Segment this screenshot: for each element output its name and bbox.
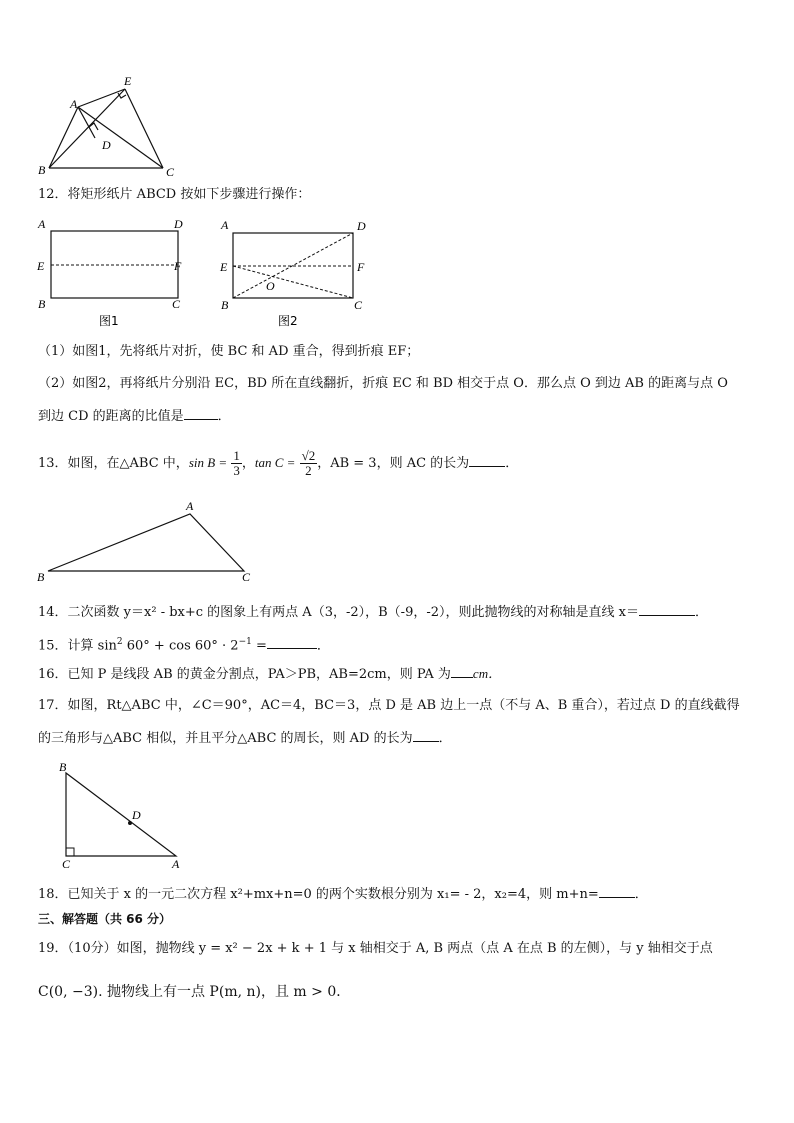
segment-ac	[78, 107, 163, 168]
label-a: A	[186, 499, 194, 513]
section-heading: 三、解答题（共 66 分）	[38, 912, 172, 926]
label-c: C	[172, 297, 181, 311]
label-o: O	[266, 279, 275, 293]
label-b: B	[221, 298, 229, 312]
q12-stem: 12．将矩形纸片 ABCD 按如下步骤进行操作：	[38, 187, 311, 202]
segment-ec	[125, 89, 163, 168]
q12-step2-line2: 到边 CD 的距离的比值是 ．	[38, 409, 231, 424]
figure-q17	[52, 758, 192, 873]
label-b: B	[38, 297, 46, 311]
label-b: B	[59, 760, 67, 774]
label-b: B	[38, 163, 46, 177]
figure-q11	[30, 70, 190, 185]
segment-ba	[49, 107, 78, 168]
caption-fig1: 图1	[99, 314, 119, 328]
label-e: E	[220, 260, 228, 274]
fraction-tanc: $\frac{√2}{2}$	[301, 448, 316, 478]
figure-q12-fig2	[216, 215, 376, 330]
label-d: D	[102, 138, 111, 152]
q13-stem: 13．如图，在△ABC 中，sin B = $\frac{1}{3}$ ，tan C = $\frac{√2}{2}$ ，AB = 3，则 AC 的长为 ．	[38, 448, 519, 478]
q17-line2: 的三角形与△ABC 相似，并且平分△ABC 的周长，则 AD 的长为 ．	[38, 731, 452, 746]
label-a: A	[172, 857, 180, 871]
label-c: C	[242, 570, 251, 584]
fraction-sinb: $\frac{1}{3}$	[233, 448, 240, 478]
q18-stem: 18．已知关于 x 的一元二次方程 x²+mx+n=0 的两个实数根分别为 x₁= - 2，x₂=4，则 m+n= ．	[38, 887, 648, 902]
q16-stem: 16．已知 P 是线段 AB 的黄金分割点，PA＞PB，AB=2cm，则 PA 为 cm．	[38, 666, 502, 682]
label-f: F	[357, 260, 365, 274]
answer-blank	[413, 729, 439, 742]
label-a: A	[70, 97, 78, 111]
fold-ec	[233, 266, 353, 298]
answer-blank	[267, 636, 317, 649]
q17-line1: 17．如图，Rt△ABC 中，∠C＝90°，AC＝4，BC＝3，点 D 是 AB 边上一点（不与 A、B 重合），若过点 D 的直线截得	[38, 698, 740, 713]
label-c: C	[354, 298, 363, 312]
triangle-abc	[48, 514, 244, 571]
caption-fig2: 图2	[278, 314, 298, 328]
label-d: D	[357, 219, 366, 233]
figure-q13	[30, 497, 270, 587]
answer-blank	[599, 885, 635, 898]
label-c: C	[166, 165, 175, 179]
sinb-label: sin B =	[188, 455, 228, 470]
tanc-label: tan C =	[254, 455, 296, 470]
answer-blank	[469, 454, 505, 467]
answer-blank	[184, 407, 218, 420]
label-f: F	[174, 259, 182, 273]
q19-line2: C(0, −3). 抛物线上有一点 P(m, n)，且 m > 0．	[38, 984, 351, 1000]
q19-line1: 19．（10分）如图，抛物线 y = x² − 2x + k + 1 与 x 轴相交于 A, B 两点（点 A 在点 B 的左侧），与 y 轴相交于点	[38, 941, 713, 956]
label-e: E	[124, 74, 132, 88]
label-b: B	[37, 570, 45, 584]
right-angle-mark-c	[66, 848, 74, 856]
q12-step1: （1）如图1，先将纸片对折，使 BC 和 AD 重合，得到折痕 EF；	[38, 344, 420, 359]
q12-step2-line1: （2）如图2，再将纸片分别沿 EC，BD 所在直线翻折，折痕 EC 和 BD 相交于点 O．那么点 O 到边 AB 的距离与点 O	[38, 376, 728, 391]
segment-ae	[78, 89, 125, 107]
label-a: A	[221, 218, 229, 232]
label-e: E	[37, 259, 45, 273]
triangle-abc	[66, 773, 176, 856]
segment-be	[49, 89, 125, 168]
right-angle-mark-e	[118, 93, 126, 98]
label-a: A	[38, 217, 46, 231]
figure-q12-fig1	[34, 215, 194, 330]
q14-stem: 14．二次函数 y＝x² - bx+c 的图象上有两点 A（3，-2），B（-9，-2），则此抛物线的对称轴是直线 x＝ ．	[38, 605, 708, 620]
q15-stem: 15．计算 $\sin^2 60^\circ + \cos 60^\circ \cdot 2^{-1}$ = ．	[38, 637, 330, 654]
label-c: C	[62, 857, 71, 871]
answer-blank	[639, 603, 695, 616]
answer-blank	[451, 665, 473, 678]
label-d: D	[132, 808, 141, 822]
label-d: D	[174, 217, 183, 231]
